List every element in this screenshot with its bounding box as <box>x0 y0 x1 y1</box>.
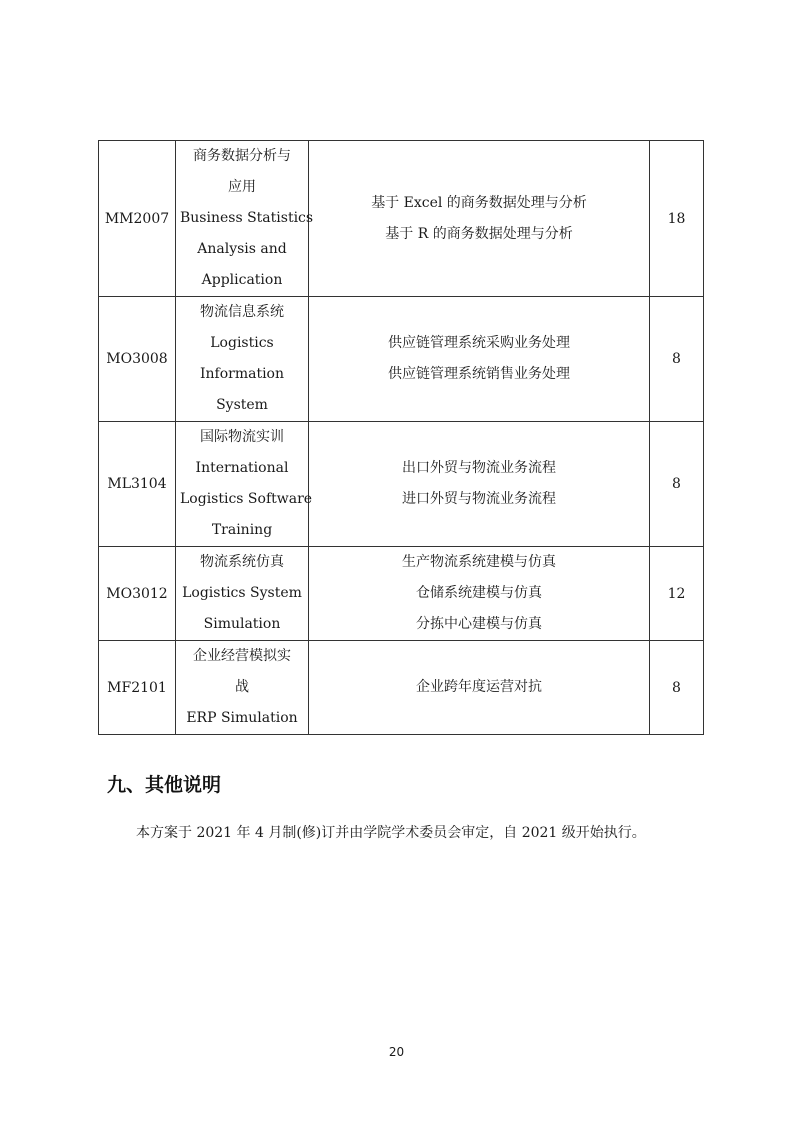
course-code-cell <box>99 547 176 641</box>
course-name-cell <box>176 641 309 735</box>
course-hours: 12 <box>667 585 686 602</box>
course-content-cell <box>309 141 650 297</box>
course-name-cell <box>176 547 309 641</box>
course-content-cell <box>309 297 650 422</box>
course-name-line: 物流信息系统 <box>200 304 284 320</box>
course-code: MM2007 <box>104 210 170 227</box>
table-row <box>99 641 704 735</box>
course-name-line: Logistics Software <box>180 491 313 507</box>
course-code-cell <box>99 297 176 422</box>
course-name-cell <box>176 297 309 422</box>
course-content-line: 供应链管理系统采购业务处理 <box>388 335 570 351</box>
course-code: MO3008 <box>106 351 168 367</box>
section-title: 九、其他说明 <box>107 774 222 796</box>
course-content-line: 基于 R 的商务数据处理与分析 <box>385 225 573 242</box>
table-row <box>99 297 704 422</box>
course-content-line: 出口外贸与物流业务流程 <box>402 460 556 476</box>
practical-courses-table <box>98 140 704 735</box>
course-hours-cell <box>650 422 704 547</box>
course-content-cell <box>309 547 650 641</box>
course-name-cell <box>176 422 313 547</box>
course-name-line: Application <box>201 272 283 288</box>
course-hours: 8 <box>672 476 681 492</box>
course-name-line: Information <box>199 366 285 382</box>
course-name-cell <box>176 141 314 297</box>
course-code: ML3104 <box>107 476 167 492</box>
course-name-line: Simulation <box>203 616 281 632</box>
course-hours: 8 <box>672 351 681 367</box>
section-body-text: 本方案于 2021 年 4 月制(修)订并由学院学术委员会审定，自 2021 级开始执行。 <box>136 825 646 841</box>
course-name-line: 物流系统仿真 <box>200 554 284 570</box>
course-name-line: 国际物流实训 <box>200 429 284 445</box>
course-name-line: Logistics System <box>182 585 302 601</box>
course-name-line: 商务数据分析与 <box>193 148 291 164</box>
course-content-line: 分拣中心建模与仿真 <box>416 616 542 632</box>
table-row <box>99 141 704 297</box>
table-row <box>99 547 704 641</box>
course-content-line: 基于 Excel 的商务数据处理与分析 <box>371 194 587 211</box>
course-code-cell <box>99 422 176 547</box>
course-name-line: Business Statistics <box>180 210 314 226</box>
course-name-line: 企业经营模拟实 <box>193 648 291 664</box>
course-content-line: 进口外贸与物流业务流程 <box>402 491 556 507</box>
course-content-line: 仓储系统建模与仿真 <box>416 585 542 601</box>
course-content-line: 供应链管理系统销售业务处理 <box>388 366 570 382</box>
course-hours-cell <box>650 141 704 297</box>
course-content-cell <box>309 422 650 547</box>
course-name-line: 战 <box>235 679 249 695</box>
course-code-cell <box>99 141 176 297</box>
course-name-line: International <box>195 460 289 476</box>
course-code: MO3012 <box>106 585 168 602</box>
course-hours-cell <box>650 641 704 735</box>
course-hours: 8 <box>672 679 681 696</box>
course-name-line: Training <box>211 522 273 538</box>
course-name-line: Logistics <box>210 335 274 351</box>
course-name-line: System <box>216 397 268 413</box>
course-name-line: Analysis and <box>197 241 287 257</box>
course-hours: 18 <box>667 210 686 227</box>
table-row <box>99 422 704 547</box>
course-hours-cell <box>650 547 704 641</box>
page-number: 20 <box>388 1045 405 1059</box>
course-content-cell <box>309 641 650 735</box>
course-content-line: 生产物流系统建模与仿真 <box>402 554 556 570</box>
course-name-line: 应用 <box>228 179 256 195</box>
course-hours-cell <box>650 297 704 422</box>
course-name-line: ERP Simulation <box>186 710 298 726</box>
course-code-cell <box>99 641 176 735</box>
course-code: MF2101 <box>107 679 167 696</box>
course-content-line: 企业跨年度运营对抗 <box>416 679 542 695</box>
